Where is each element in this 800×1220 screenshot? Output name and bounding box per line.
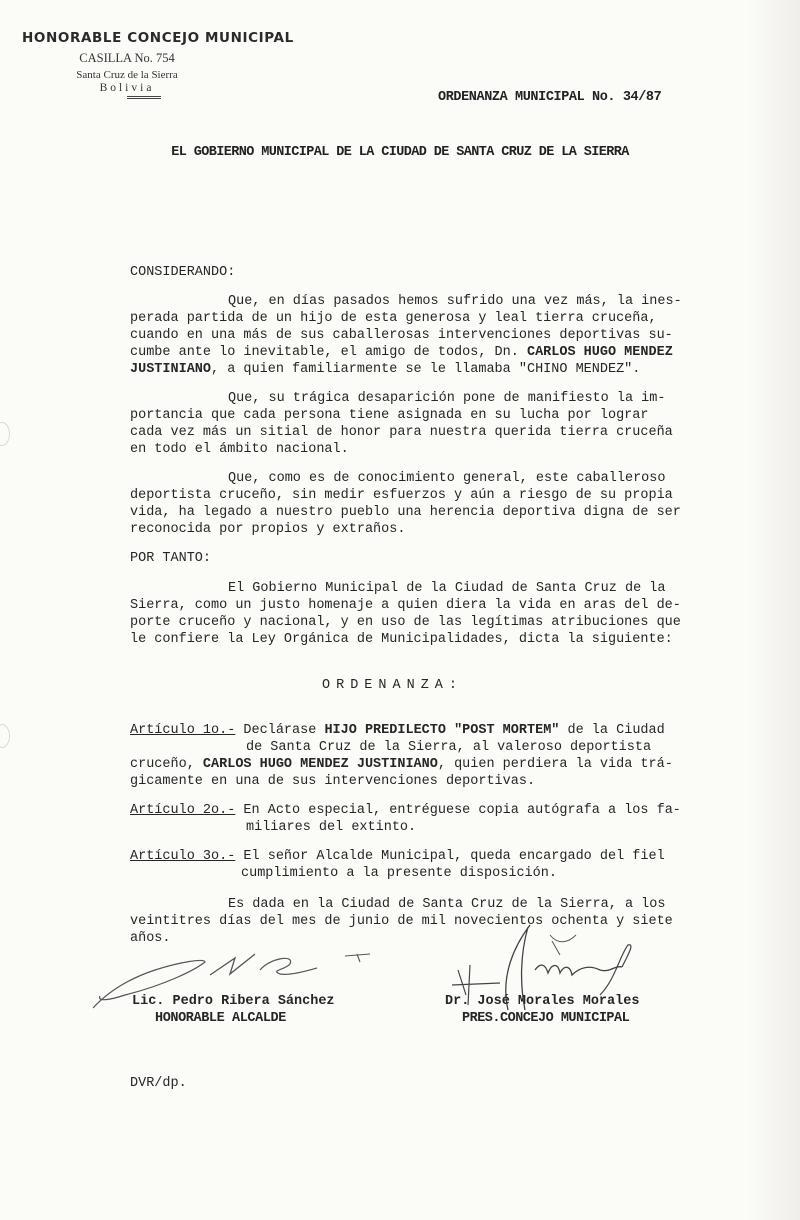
body-text: cruceño, [130,757,203,772]
ordenanza-title: ORDENANZA: [322,678,464,693]
body-line: gicamente en una de sus intervenciones deportivas. [130,774,536,789]
ordinance-number: ORDENANZA MUNICIPAL No. 34/87 [438,90,662,105]
body-line: vida, ha legado a nuestro pueblo una herencia deportiva digna de ser [130,505,681,520]
article-1-label: Artículo 1o.- [130,723,236,738]
body-line: le confiere la Ley Orgánica de Municipalidades, dicta la siguiente: [130,632,673,647]
body-line: Que, como es de conocimiento general, este caballeroso [228,471,666,486]
body-line: El Gobierno Municipal de la Ciudad de Santa Cruz de la [228,581,666,596]
president-name: Dr. José Morales Morales [445,994,640,1009]
body-line: en todo el ámbito nacional. [130,442,349,457]
honor-title: HIJO PREDILECTO "POST MORTEM" [324,723,560,738]
article-2-label: Artículo 2o.- [130,803,236,818]
closing-line: Es dada en la Ciudad de Santa Cruz de la Sierra, a los [228,897,666,912]
article-2-line [130,802,681,819]
closing-line: veintitres días del mes de junio de mil novecientos ochenta y siete [130,914,673,929]
body-text: Declárase [235,723,325,738]
body-text: , quien perdiera la vida trá- [437,757,673,772]
body-text: El señor Alcalde Municipal, queda encargado del fiel [235,849,665,864]
punch-hole [0,422,10,446]
letterhead-city: Santa Cruz de la Sierra [76,69,178,81]
body-line: miliares del extinto. [246,820,417,835]
body-line: porte cruceño y nacional, y en uso de las legítimas atribuciones que [130,615,681,630]
letterhead-rule [127,96,161,99]
letterhead-casilla: CASILLA No. 754 [79,51,175,65]
document-heading: EL GOBIERNO MUNICIPAL DE LA CIUDAD DE SANTA CRUZ DE LA SIERRA [171,145,629,160]
body-text: En Acto especial, entréguese copia autógrafa a los fa- [235,803,681,818]
body-line: perada partida de un hijo de esta generosa y leal tierra cruceña, [130,311,657,326]
reference-initials: DVR/dp. [130,1076,187,1091]
honoree-surname: JUSTINIANO [130,362,212,377]
letterhead [22,30,294,99]
punch-hole [0,724,10,748]
president-title: PRES.CONCEJO MUNICIPAL [462,1011,630,1026]
body-line [130,344,673,361]
honoree-name: CARLOS HUGO MENDEZ [526,345,673,360]
body-line: cuando en una más de sus caballerosas intervenciones deportivas su- [130,328,673,343]
article-3-label: Artículo 3o.- [130,849,236,864]
body-line: Sierra, como un justo homenaje a quien diera la vida en aras del de- [130,598,681,613]
body-line: cumplimiento a la presente disposición. [241,866,557,881]
body-line: reconocida por propios y extraños. [130,522,406,537]
body-line: de Santa Cruz de la Sierra, al valeroso deportista [246,740,652,755]
letterhead-country: Bolivia [99,82,155,94]
page-edge-shadow [748,0,800,1220]
body-text: cumbe ante lo inevitable, el amigo de todos, Dn. [130,345,527,360]
body-text: , a quien familiarmente se le llamaba "CHINO MENDEZ". [211,362,641,377]
body-line: deportista cruceño, sin medir esfuerzos y aún a riesgo de su propia [130,488,673,503]
body-text: de la Ciudad [559,723,665,738]
body-line [130,361,640,378]
body-line: Que, su trágica desaparición pone de manifiesto la im- [228,391,666,406]
closing-line: años. [130,931,171,946]
article-3-line [130,848,665,865]
body-line: portancia que cada persona tiene asignada en su lucha por lograr [130,408,649,423]
considerando-label: CONSIDERANDO: [130,265,236,280]
letterhead-org: HONORABLE CONCEJO MUNICIPAL [22,30,294,46]
article-1-line [130,722,665,739]
body-line: Que, en días pasados hemos sufrido una vez más, la ines- [228,294,682,309]
body-line [130,756,673,773]
mayor-name: Lic. Pedro Ribera Sánchez [132,994,335,1009]
body-line: cada vez más un sitial de honor para nuestra querida tierra cruceña [130,425,673,440]
mayor-title: HONORABLE ALCALDE [155,1011,286,1026]
por-tanto-label: POR TANTO: [130,551,212,566]
honoree-full-name: CARLOS HUGO MENDEZ JUSTINIANO [202,757,438,772]
